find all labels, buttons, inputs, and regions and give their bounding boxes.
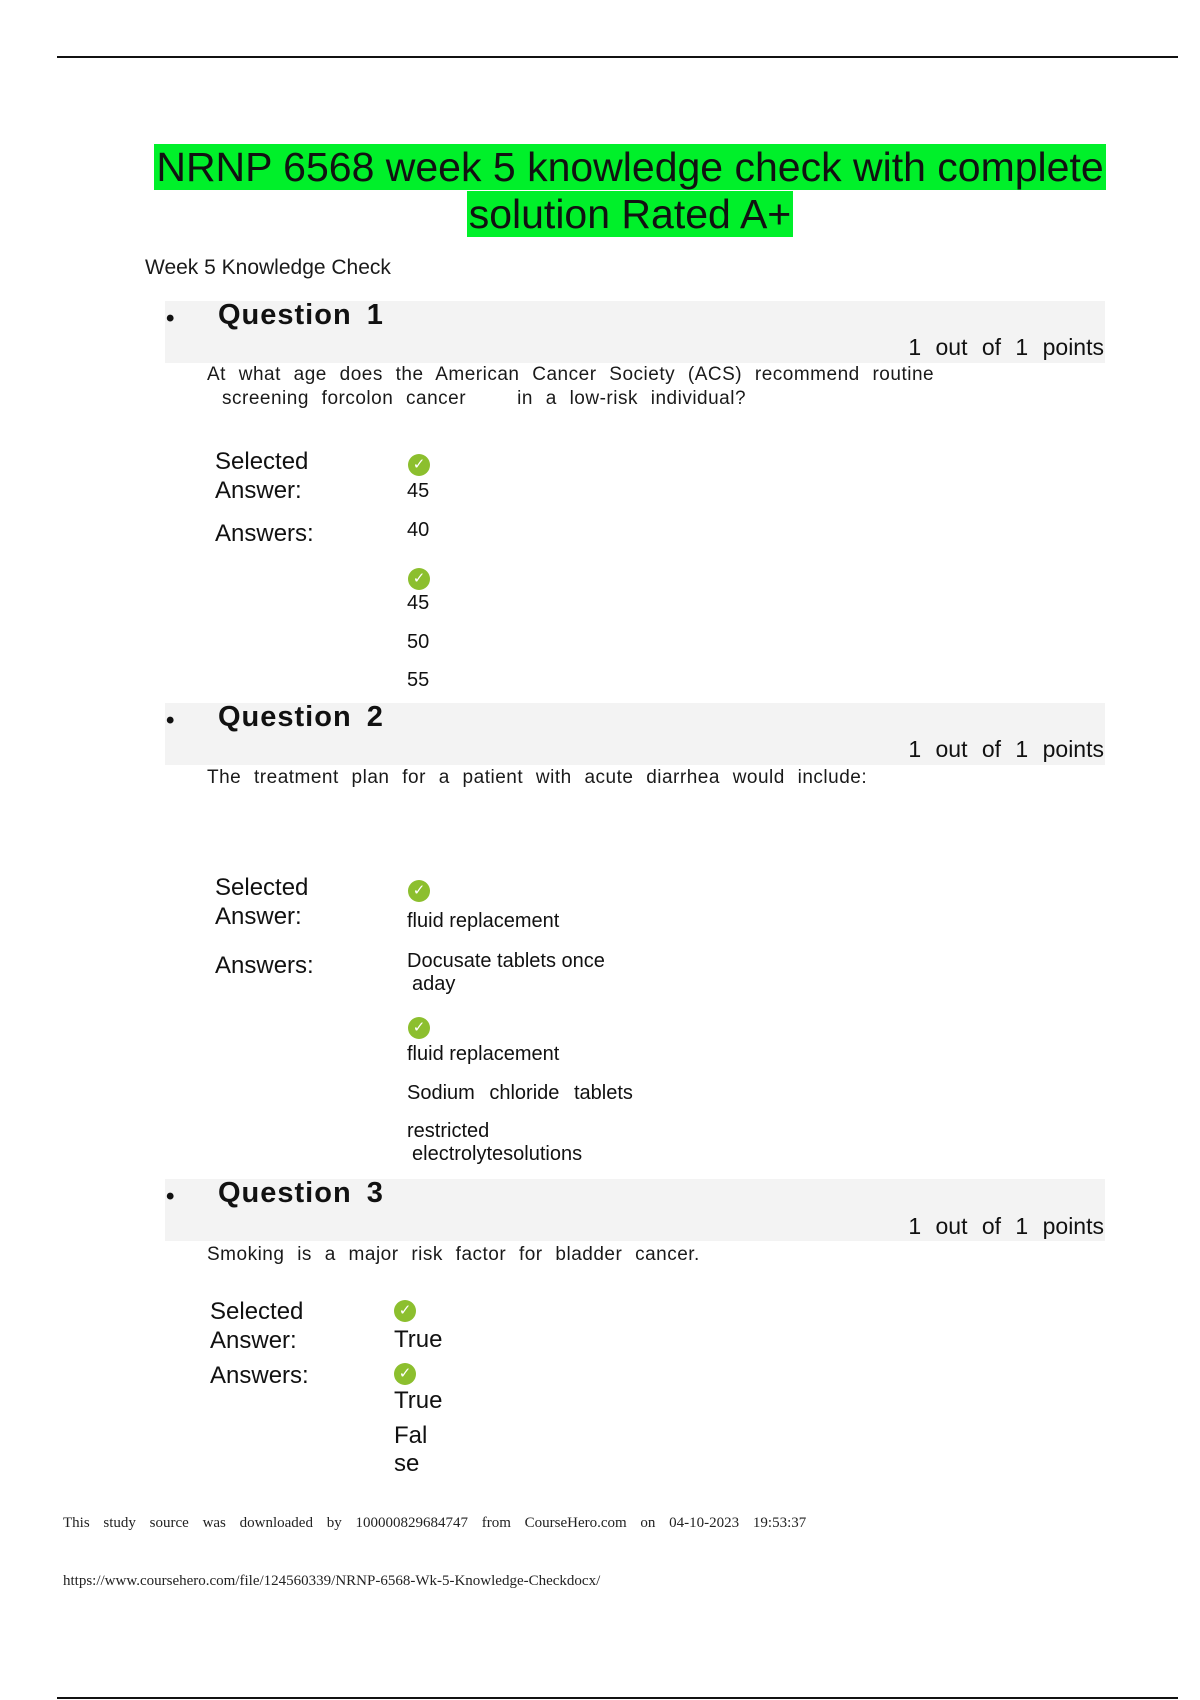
question-3-text: Smoking is a major risk factor for bladder cancer.	[207, 1244, 700, 1265]
question-3-title: Question 3	[218, 1177, 384, 1209]
quiz-subtitle: Week 5 Knowledge Check	[145, 256, 391, 279]
question-1-selected-answer: 45	[407, 480, 430, 502]
question-1-text-line-2: screening forcolon cancer in a low-risk individual?	[222, 388, 747, 409]
correct-check-icon: ✓	[408, 1017, 430, 1039]
question-3-answers-label: Answers:	[210, 1362, 309, 1389]
correct-check-icon: ✓	[394, 1300, 416, 1322]
question-2-title: Question 2	[218, 701, 384, 733]
question-1-answers-label: Answers:	[215, 520, 314, 547]
correct-check-icon: ✓	[408, 454, 430, 476]
question-2-answer-3: Sodium chloride tablets	[407, 1082, 633, 1104]
question-1-text-line-1: At what age does the American Cancer Society (ACS) recommend routine	[207, 364, 935, 385]
title-line-2: solution Rated A+	[468, 191, 792, 237]
question-2-selected-label: Selected Answer:	[215, 874, 309, 930]
question-3-selected-label: Selected Answer:	[210, 1298, 304, 1354]
question-2-text: The treatment plan for a patient with acute diarrhea would include:	[207, 767, 868, 788]
question-1-title: Question 1	[218, 299, 384, 331]
question-1-answer-2: 45	[407, 592, 430, 614]
question-3-answer-1: True	[394, 1387, 443, 1414]
question-1-bullet: •	[166, 305, 175, 332]
download-note: This study source was downloaded by 100000829684747 from CourseHero.com on 04-10-2023 19:53:37	[63, 1515, 807, 1531]
document-title	[150, 144, 1110, 238]
question-2-answer-4: restricted electrolytesolutions	[407, 1120, 583, 1165]
question-1-selected-label: Selected Answer:	[215, 448, 309, 504]
question-2-bullet: •	[166, 707, 175, 734]
question-1-answer-4: 55	[407, 669, 430, 691]
question-3-bullet: •	[166, 1183, 175, 1210]
correct-check-icon: ✓	[408, 568, 430, 590]
question-1-answer-1: 40	[407, 519, 430, 541]
question-2-selected-answer: fluid replacement	[407, 910, 560, 932]
question-2-answer-2: fluid replacement	[407, 1043, 560, 1065]
source-url[interactable]: https://www.coursehero.com/file/124560339/NRNP-6568-Wk-5-Knowledge-Checkdocx/	[63, 1573, 601, 1589]
question-2-answer-1: Docusate tablets once aday	[407, 950, 605, 995]
question-3-points: 1 out of 1 points	[908, 1213, 1104, 1239]
question-1-points: 1 out of 1 points	[908, 334, 1104, 360]
question-1-answer-3: 50	[407, 631, 430, 653]
bottom-rule	[57, 1697, 1178, 1699]
question-1-text	[207, 363, 1052, 411]
top-rule	[57, 56, 1178, 58]
question-3-selected-answer: True	[394, 1326, 443, 1353]
question-3-answer-2: Fal se	[394, 1422, 428, 1477]
title-line-1: NRNP 6568 week 5 knowledge check with complete	[156, 144, 1104, 190]
question-2-answers-label: Answers:	[215, 952, 314, 979]
question-2-points: 1 out of 1 points	[908, 736, 1104, 762]
correct-check-icon: ✓	[408, 880, 430, 902]
correct-check-icon: ✓	[394, 1363, 416, 1385]
